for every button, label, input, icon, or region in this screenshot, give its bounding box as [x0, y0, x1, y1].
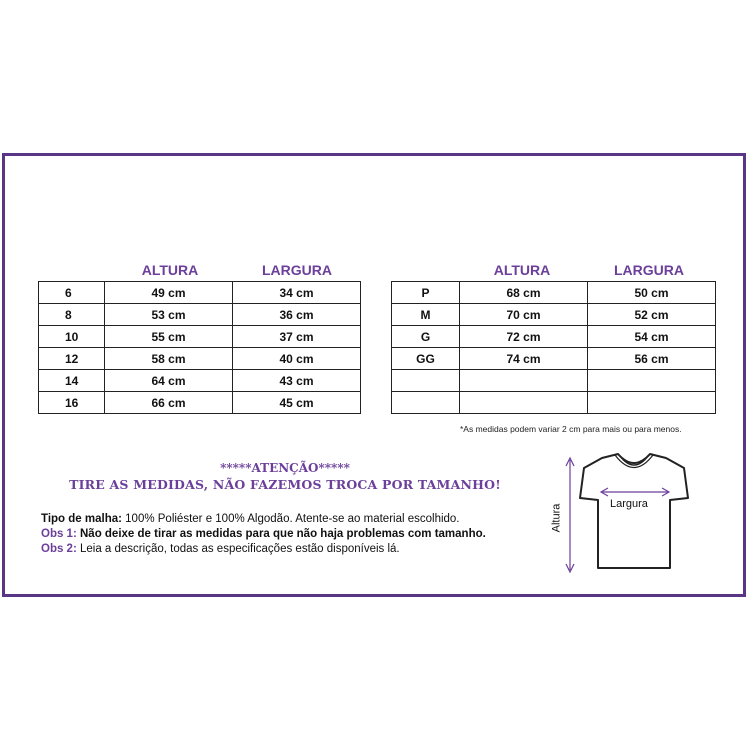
- right-table-cell-size: GG: [392, 348, 460, 370]
- left-table-row: [39, 304, 361, 326]
- left-table-cell-altura: 53 cm: [105, 304, 233, 326]
- right-table-cell-size: G: [392, 326, 460, 348]
- left-table-cell-largura: 43 cm: [233, 370, 361, 392]
- right-table-cell-largura: 52 cm: [588, 304, 716, 326]
- left-table-row: [39, 370, 361, 392]
- info-line-obs2: [41, 543, 400, 555]
- malha-text: 100% Poliéster e 100% Algodão. Atente-se ao material escolhido.: [121, 513, 460, 525]
- tshirt-diagram: [540, 448, 700, 578]
- right-table-cell-altura: 70 cm: [460, 304, 588, 326]
- right-table-cell-altura: 72 cm: [460, 326, 588, 348]
- left-table-row: [39, 392, 361, 414]
- left-table-cell-largura: 36 cm: [233, 304, 361, 326]
- right-table-cell-altura: 74 cm: [460, 348, 588, 370]
- attention-subtitle: TIRE AS MEDIDAS, NÃO FAZEMOS TROCA POR TAMANHO!: [69, 477, 501, 492]
- left-table-row: [39, 348, 361, 370]
- right-table-cell-largura: [588, 370, 716, 392]
- left-table-row: [39, 282, 361, 304]
- variation-note: *As medidas podem variar 2 cm para mais ou para menos.: [460, 424, 682, 434]
- left-table-cell-altura: 58 cm: [105, 348, 233, 370]
- right-table-cell-largura: [588, 392, 716, 414]
- right-table-cell-size: P: [392, 282, 460, 304]
- left-table-cell-largura: 34 cm: [233, 282, 361, 304]
- left-table-cell-size: 8: [39, 304, 105, 326]
- right-table-row: [392, 348, 716, 370]
- left-table-cell-altura: 66 cm: [105, 392, 233, 414]
- right-header-altura: ALTURA: [493, 262, 551, 278]
- left-table-cell-altura: 55 cm: [105, 326, 233, 348]
- left-table-cell-size: 14: [39, 370, 105, 392]
- left-table-cell-altura: 49 cm: [105, 282, 233, 304]
- obs2-text: Leia a descrição, todas as especificações estão disponíveis lá.: [76, 543, 400, 555]
- attention-title: *****ATENÇÃO*****: [220, 461, 350, 475]
- size-table-kids: [38, 281, 361, 414]
- info-line-obs1: [41, 528, 486, 540]
- info-line-malha: [41, 513, 460, 525]
- left-header-altura: ALTURA: [141, 262, 199, 278]
- right-table-cell-size: [392, 370, 460, 392]
- right-table-cell-largura: 54 cm: [588, 326, 716, 348]
- obs2-label: Obs 2:: [41, 543, 77, 555]
- left-table-cell-largura: 37 cm: [233, 326, 361, 348]
- right-table-cell-altura: 68 cm: [460, 282, 588, 304]
- left-header-largura: LARGURA: [262, 262, 332, 278]
- right-table-cell-largura: 56 cm: [588, 348, 716, 370]
- left-table-cell-largura: 40 cm: [233, 348, 361, 370]
- height-arrow-icon: [566, 458, 574, 572]
- right-table-cell-altura: [460, 392, 588, 414]
- left-table-cell-size: 6: [39, 282, 105, 304]
- right-table-row: [392, 392, 716, 414]
- malha-label: Tipo de malha:: [41, 513, 122, 525]
- left-table-cell-size: 12: [39, 348, 105, 370]
- left-table-row: [39, 326, 361, 348]
- right-table-cell-size: [392, 392, 460, 414]
- right-table-row: [392, 282, 716, 304]
- diagram-width-label: Largura: [610, 498, 648, 510]
- obs1-label: Obs 1:: [41, 528, 77, 540]
- size-table-adults: [391, 281, 716, 414]
- tshirt-icon: [580, 454, 688, 568]
- right-table-row: [392, 370, 716, 392]
- right-header-largura: LARGURA: [614, 262, 684, 278]
- left-table-cell-size: 10: [39, 326, 105, 348]
- right-table-row: [392, 304, 716, 326]
- right-table-row: [392, 326, 716, 348]
- obs1-text: Não deixe de tirar as medidas para que não haja problemas com tamanho.: [76, 528, 486, 540]
- diagram-height-label: Altura: [550, 503, 563, 533]
- left-table-cell-altura: 64 cm: [105, 370, 233, 392]
- right-table-cell-largura: 50 cm: [588, 282, 716, 304]
- left-table-cell-largura: 45 cm: [233, 392, 361, 414]
- right-table-cell-altura: [460, 370, 588, 392]
- left-table-cell-size: 16: [39, 392, 105, 414]
- right-table-cell-size: M: [392, 304, 460, 326]
